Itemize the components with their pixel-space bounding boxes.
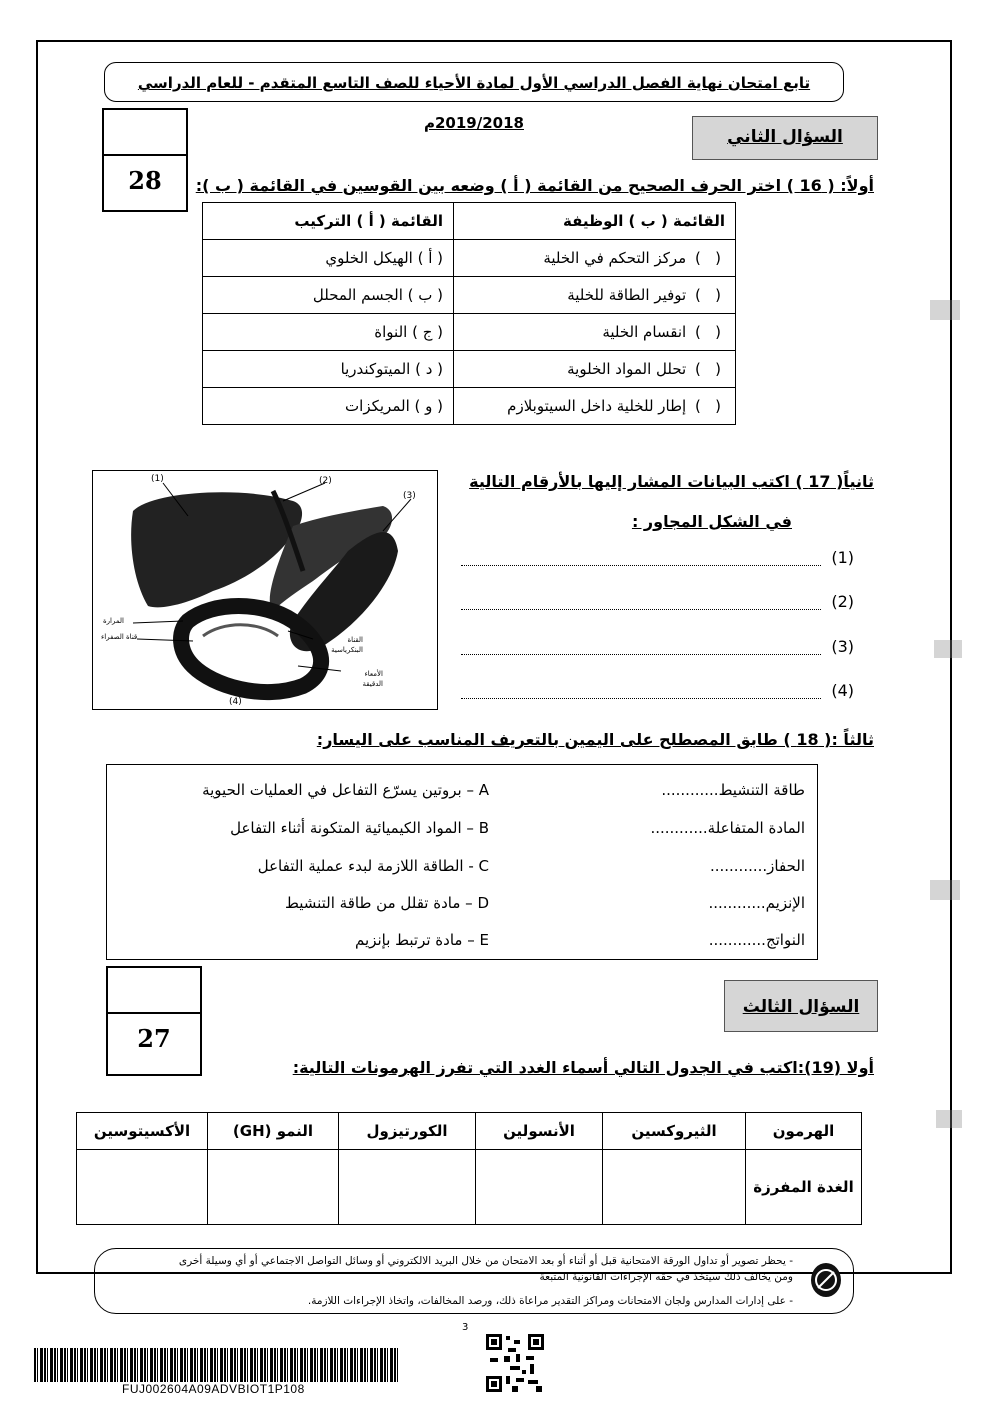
function-text: مركز التحكم في الخلية bbox=[543, 249, 687, 267]
matching-table bbox=[202, 202, 736, 425]
term-blank: ............ bbox=[661, 781, 719, 799]
barcode-text: FUJ002604A09ADVBIOT1P108 bbox=[122, 1382, 305, 1396]
structure-cell: ( ج ) النواة bbox=[203, 314, 454, 351]
term-text: المادة المتفاعلة bbox=[707, 819, 805, 837]
notice-line-2: ومن يخالف ذلك سيتخذ في حقه الإجراءات القانونية المتبعة bbox=[539, 1271, 793, 1283]
scan-noise bbox=[930, 300, 960, 320]
term-row[interactable] bbox=[710, 857, 805, 875]
term-text: طاقة التنشيط bbox=[718, 781, 805, 799]
gland-answer-cell[interactable] bbox=[77, 1150, 208, 1225]
definition-text: – بروتين يسرّع التفاعل في العمليات الحيوية bbox=[202, 781, 474, 799]
question-tag-q2: السؤال الثاني bbox=[692, 116, 878, 160]
q2-part2-heading: ثانياً( 17 ) اكتب البيانات المشار إليها بالأرقام التالية bbox=[469, 472, 874, 491]
definition-row bbox=[230, 819, 489, 837]
structure-cell: ( و ) المريكزات bbox=[203, 388, 454, 425]
figure-label-3: (3) bbox=[403, 491, 416, 501]
header-title: تابع امتحان نهاية الفصل الدراسي الأول لمادة الأحياء للصف التاسع المتقدم - للعام الدراسي 2019/2018م bbox=[137, 74, 811, 132]
term-row[interactable] bbox=[650, 819, 805, 837]
figure-label-1: (1) bbox=[151, 474, 164, 484]
term-blank: ............ bbox=[708, 894, 766, 912]
table-row bbox=[203, 277, 736, 314]
function-text: انقسام الخلية bbox=[602, 323, 687, 341]
definition-text: - الطاقة اللازمة لبدء عملية التفاعل bbox=[257, 857, 474, 875]
definition-row bbox=[258, 857, 489, 875]
term-text: النواتج bbox=[765, 931, 805, 949]
digestive-figure bbox=[92, 470, 438, 710]
definition-letter: E bbox=[479, 931, 489, 949]
function-cell[interactable]: ( ) انقسام الخلية bbox=[454, 314, 736, 351]
function-text: تحلل المواد الخلوية bbox=[567, 360, 687, 378]
hormone-name: النمو (GH) bbox=[208, 1113, 339, 1150]
definition-letter: A bbox=[478, 781, 489, 799]
score-q3: 27 bbox=[137, 1024, 171, 1053]
col-b-header: القائمة ( ب ) الوظيفة bbox=[454, 203, 736, 240]
caption-gallbladder: المرارة bbox=[103, 617, 124, 625]
table-row bbox=[203, 351, 736, 388]
label-answer-4[interactable] bbox=[461, 681, 854, 700]
term-matching-box bbox=[106, 764, 818, 960]
q3-part1-heading: أولا (19):اكتب في الجدول التالي أسماء الغدد التي تفرز الهرمونات التالية: bbox=[292, 1058, 874, 1077]
label-answer-3[interactable] bbox=[461, 637, 854, 656]
qr-code-icon bbox=[486, 1334, 544, 1392]
term-blank: ............ bbox=[709, 857, 768, 875]
figure-label-4: (4) bbox=[229, 697, 242, 707]
function-text: توفير الطاقة للخلية bbox=[567, 286, 687, 304]
gland-answer-cell[interactable] bbox=[476, 1150, 603, 1225]
table-row bbox=[203, 240, 736, 277]
hormone-table bbox=[76, 1112, 862, 1225]
no-camera-icon bbox=[811, 1263, 841, 1297]
page-number: 3 bbox=[462, 1322, 469, 1333]
term-blank: ............ bbox=[650, 819, 708, 837]
term-blank: ............ bbox=[708, 931, 766, 949]
caption-bile-duct: قناة الصفراء bbox=[101, 633, 138, 641]
definition-text: – مادة تقلل من طاقة التنشيط bbox=[284, 894, 473, 912]
function-cell[interactable]: ( ) توفير الطاقة للخلية bbox=[454, 277, 736, 314]
gland-answer-cell[interactable] bbox=[603, 1150, 746, 1225]
notice-line-1: - يحظر تصوير أو تداول الورقة الامتحانية قبل أو أثناء أو بعد الامتحان من خلال البريد الالكتروني أو وسائل التواصل الاجتماعي أو أي وسيلة أخرى bbox=[178, 1255, 793, 1267]
answer-number: (1) bbox=[831, 548, 854, 567]
q2-part3-heading: ثالثاً :( 18 ) طابق المصطلح على اليمين بالتعريف المناسب على اليسار: bbox=[316, 730, 874, 749]
definition-row bbox=[202, 781, 489, 799]
hormone-name: الثيروكسين bbox=[603, 1113, 746, 1150]
label-answer-1[interactable] bbox=[461, 548, 854, 567]
hormone-name: الأكسيتوسين bbox=[77, 1113, 208, 1150]
term-row[interactable] bbox=[661, 781, 805, 799]
scan-noise bbox=[934, 640, 962, 658]
function-text: إطار للخلية داخل السيتوبلازم bbox=[507, 397, 687, 415]
q2-part1-heading: أولاً: ( 16 ) اختر الحرف الصحيح من القائمة ( أ ) وضعه بين القوسين في القائمة ( ب ): bbox=[195, 176, 874, 195]
term-text: الإنزيم bbox=[765, 894, 805, 912]
structure-cell: ( د ) الميتوكندريا bbox=[203, 351, 454, 388]
question-tag-q3: السؤال الثالث bbox=[724, 980, 878, 1032]
definition-row bbox=[355, 931, 489, 949]
figure-label-2: (2) bbox=[319, 476, 332, 486]
scan-noise bbox=[930, 880, 960, 900]
barcode-icon bbox=[34, 1348, 398, 1382]
definition-row bbox=[285, 894, 489, 912]
col-a-header: القائمة ( أ ) التركيب bbox=[203, 203, 454, 240]
function-cell[interactable]: ( ) تحلل المواد الخلوية bbox=[454, 351, 736, 388]
answer-number: (3) bbox=[831, 637, 854, 656]
structure-cell: ( أ ) الهيكل الخلوي bbox=[203, 240, 454, 277]
table-row bbox=[203, 388, 736, 425]
warning-notice bbox=[94, 1248, 854, 1314]
definition-letter: C bbox=[478, 857, 489, 875]
answer-number: (4) bbox=[831, 681, 854, 700]
score-box-q2 bbox=[102, 108, 188, 212]
caption-pancreatic-duct: القناة البنكرياسية bbox=[331, 636, 363, 654]
notice-line-3: - على إدارات المدارس ولجان الامتحانات ومراكز التقدير مراعاة ذلك، ورصد المخالفات، واتخاذ الإجراءات اللازمة. bbox=[307, 1295, 793, 1307]
definition-letter: B bbox=[478, 819, 489, 837]
exam-header bbox=[104, 62, 844, 132]
table-row bbox=[203, 314, 736, 351]
term-row[interactable] bbox=[708, 894, 805, 912]
term-text: الحفاز bbox=[767, 857, 805, 875]
gland-answer-cell[interactable] bbox=[208, 1150, 339, 1225]
q2-part2-subheading: في الشكل المجاور : bbox=[631, 512, 792, 531]
scan-noise bbox=[936, 1110, 962, 1128]
caption-small-intestine: الأمعاء الدقيقة bbox=[362, 670, 383, 688]
score-box-q3 bbox=[106, 966, 202, 1076]
hormone-name: الكورتيزول bbox=[339, 1113, 476, 1150]
term-row[interactable] bbox=[709, 931, 805, 949]
definition-text: – المواد الكيميائية المتكونة أثناء التفاعل bbox=[230, 819, 474, 837]
structure-cell: ( ب ) الجسم المحلل bbox=[203, 277, 454, 314]
score-q2: 28 bbox=[128, 166, 162, 195]
gland-label: الغدة المفرزة bbox=[746, 1150, 862, 1225]
definition-text: – مادة ترتبط بإنزيم bbox=[355, 931, 475, 949]
liver-stomach-illustration bbox=[93, 471, 438, 710]
gland-answer-cell[interactable] bbox=[339, 1150, 476, 1225]
label-answer-2[interactable] bbox=[461, 592, 854, 611]
function-cell[interactable]: ( ) مركز التحكم في الخلية bbox=[454, 240, 736, 277]
answer-number: (2) bbox=[831, 592, 854, 611]
hormone-label: الهرمون bbox=[746, 1113, 862, 1150]
hormone-name: الأنسولين bbox=[476, 1113, 603, 1150]
definition-letter: D bbox=[477, 894, 489, 912]
function-cell[interactable]: ( ) إطار للخلية داخل السيتوبلازم bbox=[454, 388, 736, 425]
